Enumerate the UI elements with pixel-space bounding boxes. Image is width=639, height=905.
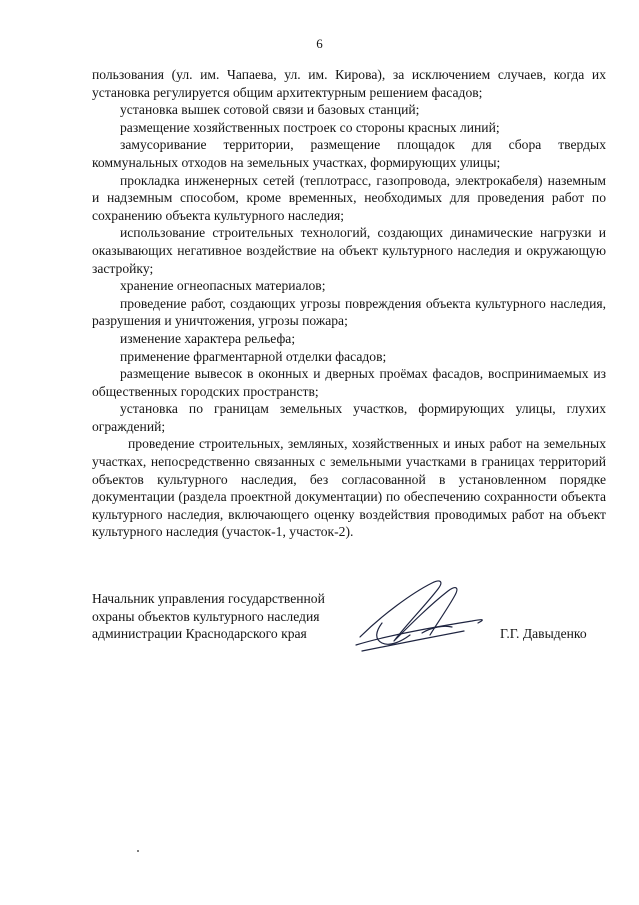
paragraph-item: использование строительных технологий, создающих динамические нагрузки и оказывающих негативное воздействие на объект культурного наследия и окружающую застройку;	[92, 225, 606, 276]
page-number: 6	[316, 36, 323, 51]
paragraph-item: проведение работ, создающих угрозы повреждения объекта культурного наследия, разрушения и уничтожения, угрозы пожара;	[92, 295, 606, 329]
signatory-title-line: охраны объектов культурного наследия	[92, 608, 320, 624]
paragraph-item: размещение вывесок в оконных и дверных проёмах фасадов, воспринимаемых из общественных городских пространств;	[92, 366, 606, 399]
signatory-name: Г.Г. Давыденко	[500, 626, 587, 641]
paragraph-item: изменение характера рельефа;	[120, 330, 296, 346]
paragraph-item: размещение хозяйственных построек со стороны красных линий;	[120, 119, 500, 135]
signatory-title-line: администрации Краснодарского края	[92, 626, 307, 642]
handwritten-signature	[352, 575, 490, 657]
signatory-title-line: Начальник управления государственной	[92, 591, 325, 606]
paragraph-item: применение фрагментарной отделки фасадов;	[120, 348, 387, 364]
document-body	[92, 66, 606, 541]
paragraph-item: проведение строительных, земляных, хозяйственных и иных работ на земельных участках, непосредственно связанных с земельными участками в границах территорий объектов культурного наследия, без согласованной в установленном порядке документации (раздела проектной документации) по обеспечению сохранности объекта культурного наследия, включающего оценку воздействия проводимых работ на объект культурного наследия (участок-1, участок-2).	[92, 436, 606, 540]
paragraph-item: замусоривание территории, размещение площадок для сбора твердых коммунальных отходов на земельных участках, формирующих улицы;	[92, 137, 606, 170]
paragraph-item: установка по границам земельных участков, формирующих улицы, глухих ограждений;	[92, 401, 606, 434]
paragraph-continuation: пользования (ул. им. Чапаева, ул. им. Кирова), за исключением случаев, когда их установка регулируется общим архитектурным решением фасадов;	[92, 67, 606, 100]
paragraph-item: хранение огнеопасных материалов;	[120, 278, 326, 294]
signatory-title	[92, 590, 325, 643]
scan-speck	[137, 850, 139, 852]
paragraph-item: прокладка инженерных сетей (теплотрасс, газопровода, электрокабеля) наземным и надземным способом, кроме временных, необходимых для проведения работ по сохранению объекта культурного наследия;	[92, 172, 606, 223]
paragraph-item: установка вышек сотовой связи и базовых станций;	[120, 102, 420, 118]
